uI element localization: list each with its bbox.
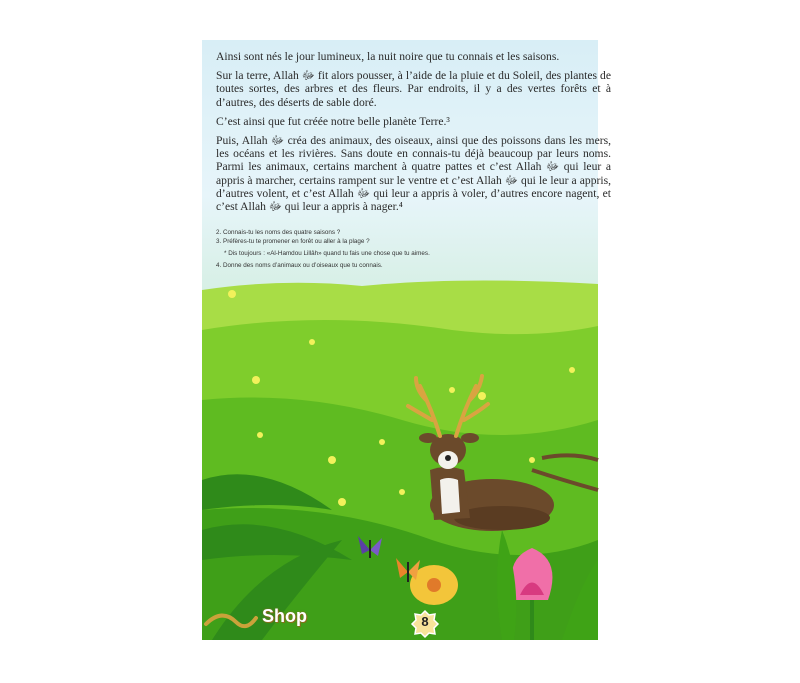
footnote: 2. Connais-tu les noms des quatre saisons ? <box>216 229 341 236</box>
book-page <box>202 40 611 640</box>
footnote: 4. Donne des noms d’animaux ou d’oiseaux que tu connais. <box>216 262 383 269</box>
footnotes <box>216 228 596 270</box>
paragraph: Sur la terre, Allah ﷻ fit alors pousser, à l’aide de la pluie et du Soleil, des plantes de toutes sortes, des arbres et des fleurs. Par endroits, il y a des vertes forêts et à d’autres, des déserts de sable doré. <box>216 69 611 109</box>
paragraph: Puis, Allah ﷻ créa des animaux, des oiseaux, ainsi que des poissons dans les mers, les océans et les rivières. Sans doute en connais-tu déjà beaucoup par leurs noms. Parmi les animaux, certains marchent à quatre pattes et c’est Allah ﷻ qui leur a appris à marcher, certains rampent sur le ventre et c’est Allah ﷻ qui le leur a appris, d’autres volent, et c’est Allah ﷻ qui leur a appris à voler, d’autres encore nagent, et c’est Allah ﷻ qui leur a appris à nager.⁴ <box>216 134 611 214</box>
paragraph: Ainsi sont nés le jour lumineux, la nuit noire que tu connais et les saisons. <box>216 50 560 63</box>
page-number: 8 <box>421 614 429 629</box>
footnote: 3. Préfères-tu te promener en forêt ou aller à la plage ? <box>216 238 370 245</box>
shop-logo-text: Shop <box>262 606 307 626</box>
paragraph: C’est ainsi que fut créée notre belle planète Terre.³ <box>216 114 450 128</box>
footnote-reminder: * Dis toujours : «Al-Hamdou Lillâh» quand tu fais une chose que tu aimes. <box>224 250 430 257</box>
story-text <box>216 50 611 219</box>
